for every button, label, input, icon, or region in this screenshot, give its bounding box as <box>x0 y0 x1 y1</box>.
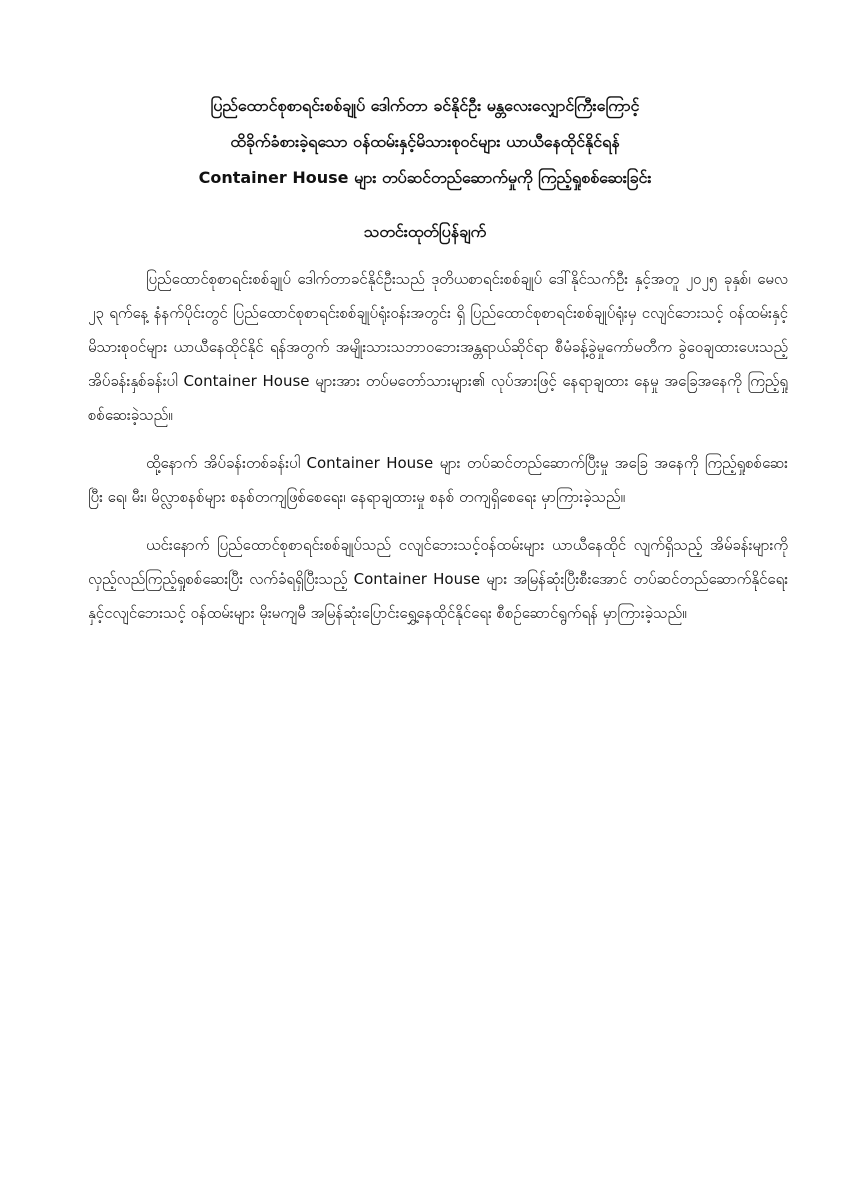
document-body <box>88 262 788 644</box>
title-line-2: ထိခိုက်ခံစားခဲ့ရသော ဝန်ထမ်းနှင့်မိသားစုဝင်များ ယာယီနေထိုင်နိုင်ရန် <box>230 132 620 151</box>
document-title <box>110 96 740 204</box>
title-line-1: ပြည်ထောင်စုစာရင်းစစ်ချုပ် ဒေါက်တာ ခင်နိုင်ဦး မန္တလေးလျှောင်ကြီးကြောင့် <box>210 96 640 115</box>
paragraph-1: ပြည်ထောင်စုစာရင်းစစ်ချုပ် ဒေါက်တာခင်နိုင်ဦးသည် ဒုတိယစာရင်းစစ်ချုပ် ဒေါ်နိုင်သက်ဦး နှင့်အတူ ၂၀၂၅ ခုနှစ်၊ မေလ ၂၃ ရက်နေ့ နံနက်ပိုင်းတွင် ပြည်ထောင်စုစာရင်းစစ်ချုပ်ရုံးဝန်းအတွင်း ရှိ ပြည်ထောင်စုစာရင်းစစ်ချုပ်ရုံးမှ ငလျင်ဘေးသင့် ဝန်ထမ်းနှင့်မိသားစုဝင်များ ယာယီနေထိုင်နိုင် ရန်အတွက် အမျိုးသားသဘာဝဘေးအန္တရာယ်ဆိုင်ရာ စီမံခန့်ခွဲမှုကော်မတီက ခွဲဝေချထားပေးသည့် အိပ်ခန်းနှစ်ခန်းပါ Container House များအား တပ်မတော်သားများ၏ လုပ်အားဖြင့် နေရာချထား နေမှု အခြေအနေကို ကြည့်ရှုစစ်ဆေးခဲ့သည်။ <box>88 270 788 424</box>
title-line-3: Container House များ တပ်ဆင်တည်ဆောက်မှုကို ကြည့်ရှုစစ်ဆေးခြင်း <box>198 168 652 187</box>
paragraph-2: ထို့နောက် အိပ်ခန်းတစ်ခန်းပါ Container House များ တပ်ဆင်တည်ဆောက်ပြီးမှု အခြေ အနေကို ကြည့်ရှုစစ်ဆေးပြီး ရေ၊ မီး၊ မိလ္လာစနစ်များ စနစ်တကျဖြစ်စေရေး၊ နေရာချထားမှု စနစ် တကျရှိစေရေး မှာကြားခဲ့သည်။ <box>88 454 788 506</box>
paragraph-3: ယင်းနောက် ပြည်ထောင်စုစာရင်းစစ်ချုပ်သည် ငလျင်ဘေးသင့်ဝန်ထမ်းများ ယာယီနေထိုင် လျက်ရှိသည့် အိမ်ခန်းများကို လှည့်လည်ကြည့်ရှုစစ်ဆေးပြီး လက်ခံရရှိပြီးသည့် Container House များ အမြန်ဆုံးပြီးစီးအောင် တပ်ဆင်တည်ဆောက်နိုင်ရေးနှင့်ငလျင်ဘေးသင့် ဝန်ထမ်းများ မိုးမကျမီ အမြန်ဆုံးပြောင်းရွှေ့နေထိုင်နိုင်ရေး စီစဉ်ဆောင်ရွက်ရန် မှာကြားခဲ့သည်။ <box>88 536 788 622</box>
press-release-heading: သတင်းထုတ်ပြန်ချက် <box>363 222 487 241</box>
